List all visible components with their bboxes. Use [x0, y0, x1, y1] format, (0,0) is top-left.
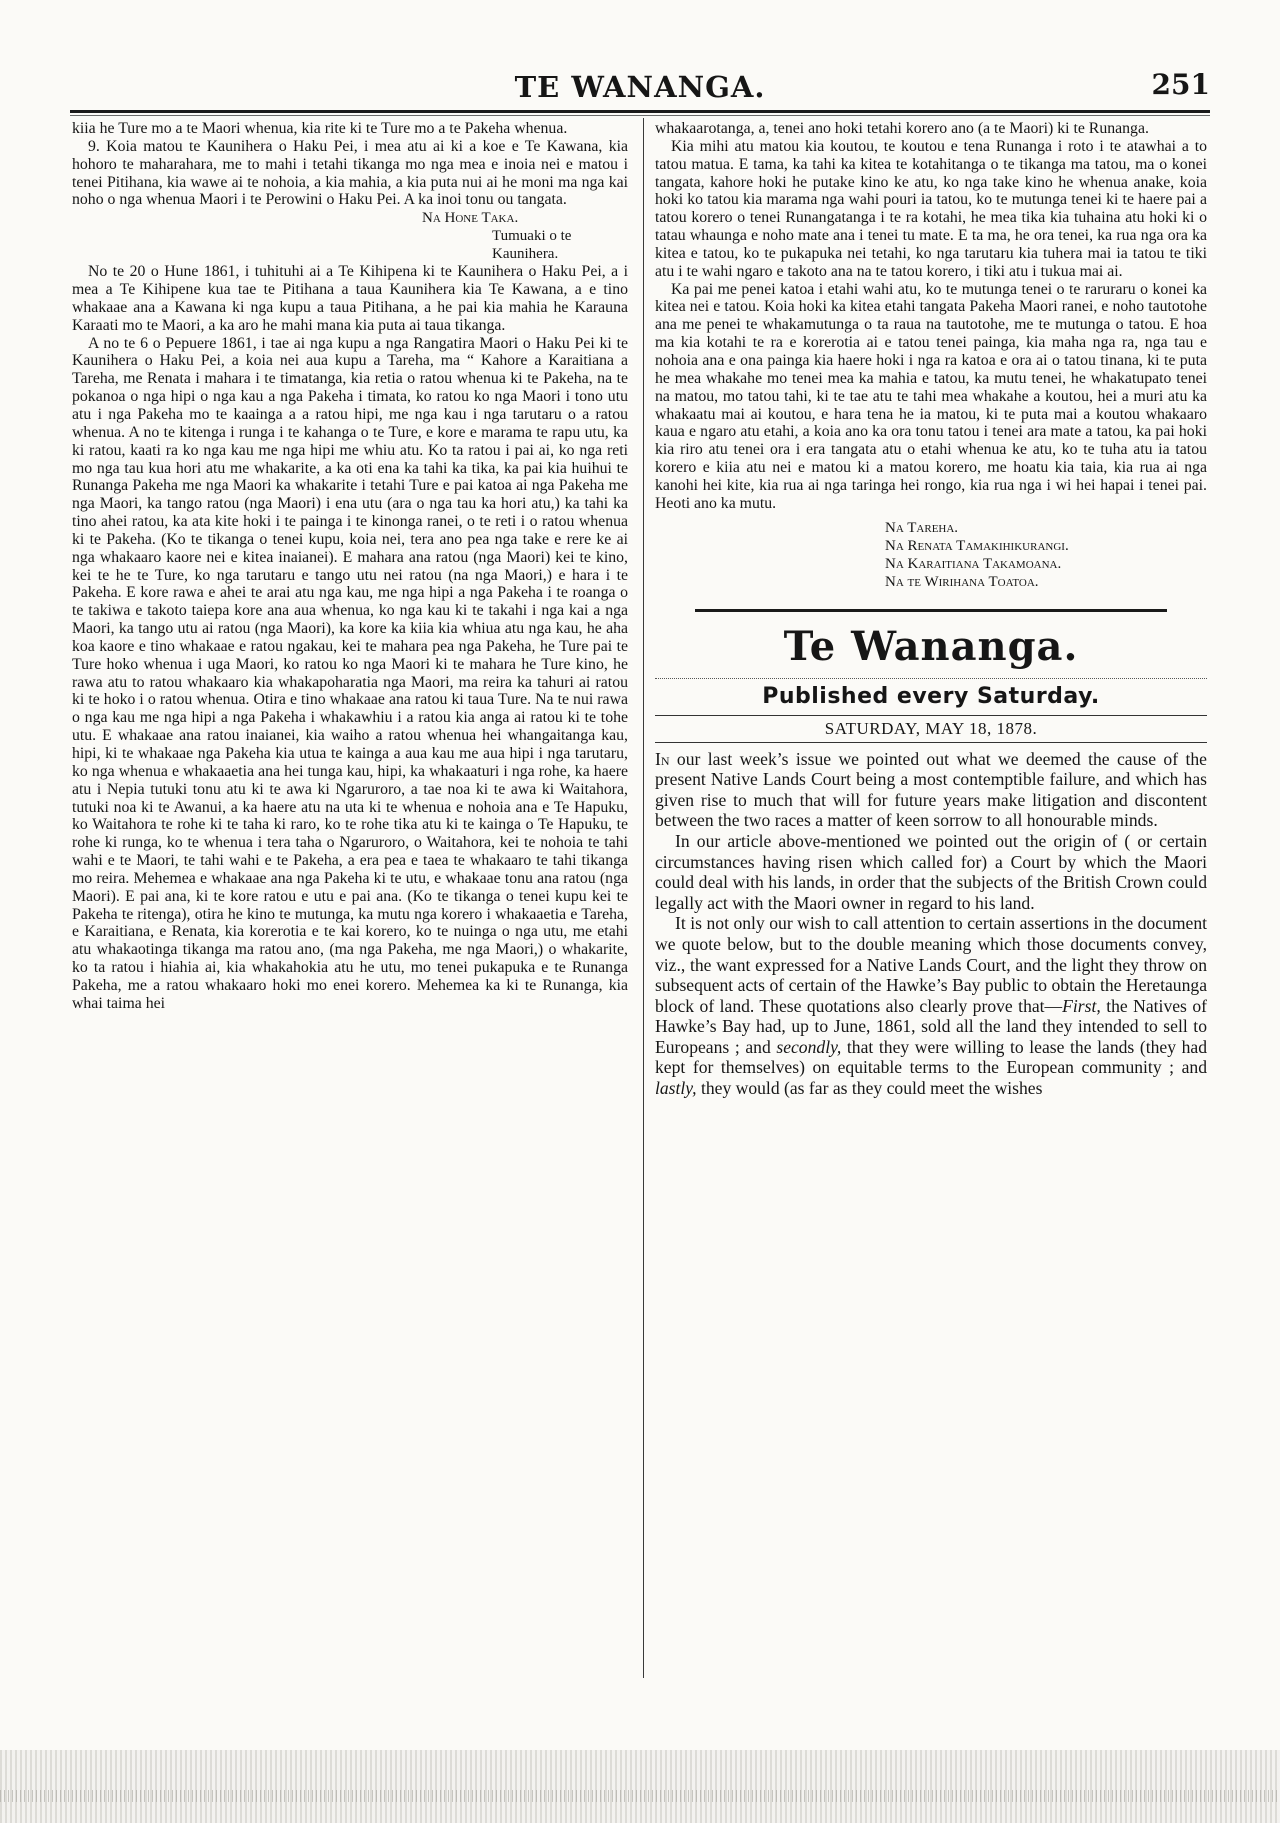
paragraph-text: the Natives of Hawke’s Bay had, up to June, 1861, sold all the land they intended to sell to Europeans ; and [655, 995, 1207, 1057]
scan-edge-artifact [0, 1750, 1280, 1823]
editorial-paragraph [655, 831, 1207, 913]
right-column [655, 120, 1207, 1099]
paragraph-text: In our article above-mentioned we pointed out the origin of ( or certain circumstances having risen which called for) a Court by which the Maori could deal with his lands, in order that the subjects of the British Crown could legally act with the Maori owner in regard to his land. [655, 830, 1207, 913]
dotted-rule [655, 678, 1207, 679]
signature-line: Na Karaitiana Takamoana. [885, 555, 1062, 572]
maori-paragraph: kiia he Ture mo a te Maori whenua, kia rite ki te Ture mo a te Pakeha whenua. [72, 120, 568, 137]
signature-line: Na Tareha. [885, 519, 959, 536]
signature-line: Na te Wirihana Toatoa. [885, 573, 1039, 590]
maori-paragraph: Kia mihi atu matou kia koutou, te koutou e tena Runanga i roto i te atawhai a to tatou matua. E tama, ka tahi ka kitea te kotahitanga o te tikanga ma tatou, ma o konei tangata, kahore hoki he putake kino ke atu, ko nga take kino he whenua anake, koia hoki ko tatou kia marama nga wahi pouri ia tatou, ko te mutunga tenei ki te haere pai a tatou korero o tenei Runangatanga i te ra kotahi, he mea tika kia tuhaina atu hoki ki o tatau whaunga e noho mate ana i tenei tu mate. E ta ma, he ora tenei, ka rua nga ora ka kitea e tatou, ko te pukapuka nei tetahi, ko nga tarutaru kia tuhera mai ia tatou te tiki atu i te wahi ngaro e takoto ana na te tatou korero, i tiki atu i tukua mai ai. [655, 137, 1207, 280]
emphasis-first: First, [1062, 995, 1101, 1016]
maori-paragraph: Ka pai me penei katoa i etahi wahi atu, ko te mutunga tenei o te raruraru o konei ka kitea nei e tatou. Koia hoki ka kitea etahi tangata Pakeha Maori ranei, e noho tautotohe ana me penei te whakamutunga o ta raua na tautotohe, me te mutunga o tatou. E hoa ma kia kotahi te ra e korerotia ai e tatou tenei painga, kia maha nga ra, nga tau e nohoia ana e ona painga kia haere hoki i nga ra katoa e ora ai o tatou tinana, ki te puta he mea whakahe mo tenei mea ka mahia e tatou, ka mutu tenei, he whakatupato tenei na matou, mo tatou tahi, ki te tae atu te tahi mea whakahe a koutou, hei a muri atu ka whakaatu mai ai koutou, e hara tena he ia matou, ki te puta mai a koutou whakaaro kaua e ngaro atu etahi, a koia ano ka ora tonu tatou i tenei ara mate a tatou, ka pai hoki kia riro atu tenei ora i era tangata atu o etahi whenua ke atu, ko te tuha atu ia tatou korero e kiia atu nei e matou ki a matou korero, me hoatu kia taia, kia rua ai nga kanohi hei kite, kia rua ai nga taringa hei rongo, kia rua nga i wi hei hapai i tenei pai. Heoti ano ka mutu. [655, 280, 1207, 512]
paragraph-text: our last week’s issue we pointed out what we deemed the cause of the present Native Lands Court being a most contemptible failure, and which has given rise to much that will for future years make litigation and discontent between the two races a matter of keen sorrow to all honourable minds. [655, 748, 1207, 831]
thin-rule [655, 742, 1207, 743]
paragraph-text: It is not only our wish to call attention to certain assertions in the document we quote below, but to the double meaning which those documents convey, viz., the want expressed for a Native Lands Court, and the light they throw on subsequent acts of certain of the Hawke’s Bay public to obtain the Heretaunga block of land. These quotations also clearly prove that— [655, 913, 1207, 1016]
paragraph-text: they would (as far as they could meet the wishes [696, 1078, 1043, 1099]
maori-paragraph: No te 20 o Hune 1861, i tuhituhi ai a Te Kihipena ki te Kaunihera o Haku Pei, a i mea a Te Kihipene kua tae te Pitihana a taua Kaunihera kia Te Kawana, a e tino whakaae ana a Kawana ki nga kupu a taua Pitihana, a he pai kia mahia he Karauna Karaati mo te Maori, a ka aro he mahi mana kia puta ai taua tikanga. [72, 263, 628, 334]
running-title: TE WANANGA. [514, 70, 766, 104]
signature-title: Tumuaki o te Kaunihera. [492, 228, 572, 263]
maori-paragraph: whakaarotanga, a, tenei ano hoki tetahi korero ano (a te Maori) ki te Runanga. [655, 120, 1149, 137]
newspaper-masthead: Te Wananga. [783, 622, 1079, 670]
scan-edge-artifact [0, 1790, 1280, 1802]
signature-line: Na Renata Tamakihikurangi. [885, 537, 1069, 554]
editorial-paragraph [655, 913, 1207, 1098]
drop-lead: In [655, 748, 670, 769]
column-divider [643, 118, 644, 1678]
header-rule [70, 110, 1210, 113]
editorial-paragraph [655, 749, 1207, 831]
paragraph-text: that they were willing to lease the lands (they had kept for themselves) on equitable terms to the European community ; and [655, 1036, 1207, 1078]
maori-paragraph: A no te 6 o Pepuere 1861, i tae ai nga kupu a nga Rangatira Maori o Haku Pei ki te Kaunihera o Haku Pei, a koia nei aua kupu a Tareha, ma “ Kahore a Karaitiana a Tareha, me Renata i mahara i te timatanga, kia retia o ratou whenua ki te Pakeha, na te pokanoa o nga hipi o nga kau a nga Pakeha i timata, ko ratou ko nga Maori i tono utu atu i nga Pakeha mo te kaainga a a ratou hipi, me nga kau i nga tarutaru o a ratou whenua. A no te kitenga i runga i te kahanga o te Ture, e kore e marama te rapu utu, ka ki ratou, kaati ra ko nga kau me nga hipi me whiu atu. Ko ta ratou i pai ai, ko nga reti mo nga tau kua hori atu me whakarite, a ka oti ena ka tahi ka tika, ka pai kia huihui te Runanga Pakeha me nga Maori ka whakarite i tetahi Ture e pai katoa ai nga Pakeha me nga Maori, ka tango ratou (nga Maori) i ena utu (ara o nga tau ka hori atu,) ka tahi ka tino ahei ratou, ka ata kite hoki i te painga i te kinonga ranei, o te reti i o ratou whenua ki te Pakeha. (Ko te tikanga o tenei kupu, koia nei, tera ano pea nga take e rere ke ai nga whakaaro kaore nei e kitea inaianei). E mahara ana ratou (nga Maori) kei te kino, kei te he te Ture, ko nga tarutaru e tango utu nei ratou (na nga Maori,) e hara i te Pakeha. E kore rawa e ahei te arai atu nga kau, me nga hipi a nga Pakeha i te roanga o te takiwa e takoto taiepa kore ana aua whenua, ko nga kau ki te takahi i nga kai a nga Maori, ka tango utu ai ratou (nga Maori), ka kore ka kiia kia whiua atu nga kau, he aha koa kaore e tino whakaae e ratou ngakau, kei te mahara pea nga Pakeha, he Ture pai te Ture hoko whenua i uga Maori, ko ratou ko nga Maori ki te mahara he Ture kino, he rawa atu to ratou whakaaro kia whakapoharatia nga Maori, ma reira ka tahuri ai ratou ki te hoko i o ratou whenua. Otira e tino whakaae ana ratou ki taua Ture. Na te nui rawa o nga kau me nga hipi a nga Pakeha i whakawhiu i a ratou kia anga ai ratou ki te tohe utu. E whakaae ana ratou inaianei, kia waiho a ratou whenua hei whangaitanga kau, hipi, ki te whakaae nga Pakeha kia utua te kainga a aua kau me aua hipi i nga tarutaru, ko nga whenua e whakaaetia ana hei tunga kau, hipi, ka whakaaturi i nga rohe, ka haere atu i Nepia tutuki tonu atu ki te awa ki Ngaruroro, a tae noa ki te awa ki Waitahora, tutuki noa ki te Awanui, a ka haere atu na uta ki te whenua e nohoia ana e Te Hapuku, ko Waitahora te rohe ki te taha ki raro, ko te rohe tika atu ki te kainga o Te Hapuku, te rohe ki runga, ko te whenua i tera taha o Ngaruroro, o Waitahora, kei te nohoia te tahi wahi e te Maori, te tahi wahi e te Pakeha, a era pea e taea te whakaaro te tahi tikanga mo reira. Mehemea e whakaae ana nga Pakeha ki te utu, e whakaae tonu ana ratou (nga Maori). E pai ana, ki te kore ratou e utu e pai ana. (Ko te tikanga o tenei kupu kei te Pakeha te ritenga), otira he kino te mutunga, ka mutu nga korero i whakaaetia e Tareha, e Karaitiana, e Renata, kia korerotia e te kai korero, ko te nuinga o nga utu, me etahi atu whakaotinga tikanga ma ratou ano, (ma nga Pakeha, me nga Maori,) o whakarite, ko ta ratou i hiahia ai, kia whakahokia atu he utu, mo tenei pukapuka e te Runanga Pakeha, me a ratou whakaaro hoki mo enei korero. Mehemea ka ki te Runanga, kia whai taima hei [72, 334, 628, 1012]
emphasis-secondly: secondly, [776, 1036, 842, 1057]
issue-date: SATURDAY, MAY 18, 1878. [824, 718, 1038, 738]
emphasis-lastly: lastly, [655, 1078, 697, 1099]
section-rule [695, 609, 1167, 612]
thin-rule [655, 715, 1207, 716]
page-number: 251 [1151, 68, 1210, 101]
page-header [70, 70, 1210, 104]
publication-notice: Published every Saturday. [762, 683, 1100, 709]
left-column [72, 120, 628, 1013]
signature-name: Na Hone Taka. [422, 210, 519, 227]
header-rule-thin [70, 115, 1210, 116]
maori-paragraph: 9. Koia matou te Kaunihera o Haku Pei, i mea atu ai ki a koe e Te Kawana, kia hohoro te maharahara, me to mahi i tetahi tikanga mo nga mea e inoia nei e matou i tenei Pitihana, kia wawe ai te nohoia, a kia mahia, a kia puta nui ai he moni ma nga kai noho o nga whenua Maori i te Perowini o Haku Pei. A ka inoi tonu ou tangata. [72, 137, 628, 209]
